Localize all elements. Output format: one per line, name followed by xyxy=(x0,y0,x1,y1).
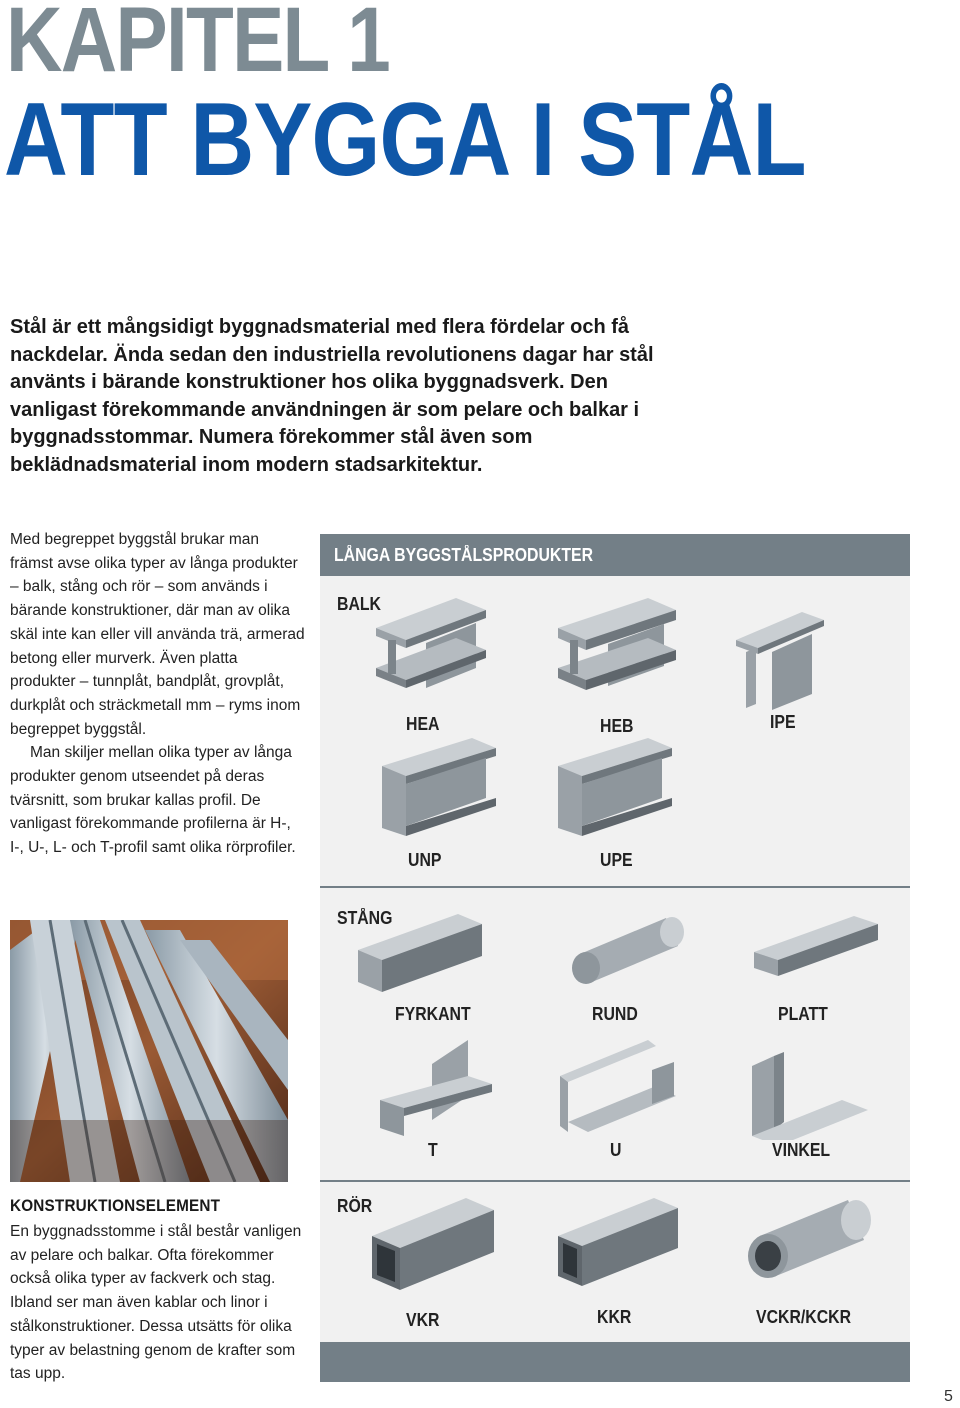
vkr-tube-icon xyxy=(366,1192,500,1296)
konstruktion-text: En byggnadsstomme i stål består vanligen av pelare och balkar. Ofta förekommer också olika typer av fackverk och stag. Ibland ser man även kablar och linor i stålkonstruktioner. Dessa utsätts för olika typer av belastning genom de krafter som tas upp. xyxy=(10,1223,302,1383)
panel-header xyxy=(320,534,910,576)
section-divider xyxy=(320,1180,910,1182)
kkr-tube-icon xyxy=(554,1192,684,1296)
ipe-beam-icon xyxy=(732,604,842,714)
panel-title: LÅNGA BYGGSTÅLSPRODUKTER xyxy=(334,545,594,565)
panel-footer-bar xyxy=(320,1342,910,1382)
heb-label: HEB xyxy=(600,716,634,736)
t-label: T xyxy=(428,1140,438,1160)
fyrkant-label: FYRKANT xyxy=(395,1004,471,1024)
chapter-title: ATT BYGGA I STÅL xyxy=(4,82,806,198)
intro-paragraph: Stål är ett mångsidigt byggnadsmaterial med flera fördelar och få nackdelar. Ända sedan den industriella revolutionens dagar har stål använts i bärande konstruktioner hos olika byggnadsverk. Den vanligast förekommande användningen är som pelare och balkar i byggnadsstommar. Numera förekommer stål även som beklädnadsmaterial inom modern stadsarkitektur. xyxy=(10,316,654,476)
upe-label: UPE xyxy=(600,850,633,870)
body-paragraph-1: Med begreppet byggstål brukar man främst avse olika typer av långa produkter – balk, stång och rör – som används i bärande konstruktioner, där man av olika skäl inte kan eller vill använda trä, armerad betong eller murverk. Även platta produkter – tunnplåt, bandplåt, grovplåt, durkplåt och sträckmetall mm – ryms inom begreppet byggstål. xyxy=(10,531,305,738)
ror-heading: RÖR xyxy=(337,1196,373,1216)
vckr-tube-icon xyxy=(738,1190,874,1296)
u-bar-icon xyxy=(556,1036,680,1140)
vckr-kckr-label: VCKR/KCKR xyxy=(756,1307,852,1327)
upe-beam-icon xyxy=(552,736,678,844)
kkr-label: KKR xyxy=(597,1307,632,1327)
hea-label: HEA xyxy=(406,714,440,734)
stang-heading: STÅNG xyxy=(337,908,393,928)
unp-label: UNP xyxy=(408,850,442,870)
vkr-label: VKR xyxy=(406,1310,440,1330)
ipe-label: IPE xyxy=(770,712,796,732)
hea-beam-icon xyxy=(366,598,496,708)
body-paragraph-2: Man skiljer mellan olika typer av långa produkter genom utseendet på deras tvärsnitt, som brukar kallas profil. De vanligast förekommande profilerna är H-, I-, U-, L- och T-profil samt olika rörprofiler. xyxy=(10,744,296,857)
square-bar-icon xyxy=(354,910,488,994)
platt-label: PLATT xyxy=(778,1004,828,1024)
vinkel-label: VINKEL xyxy=(772,1140,831,1160)
page-number: 5 xyxy=(944,1388,953,1405)
section-divider xyxy=(320,886,910,888)
angle-bar-icon xyxy=(744,1036,872,1140)
balk-heading: BALK xyxy=(337,594,381,614)
chapter-label: KAPITEL 1 xyxy=(6,0,390,91)
heb-beam-icon xyxy=(552,596,682,708)
t-bar-icon xyxy=(376,1036,498,1140)
rund-label: RUND xyxy=(592,1004,638,1024)
body-text xyxy=(10,528,306,860)
round-bar-icon xyxy=(560,910,690,994)
unp-beam-icon xyxy=(376,736,502,844)
steel-beams-photo xyxy=(10,920,288,1182)
flat-bar-icon xyxy=(750,912,880,992)
konstruktion-heading: KONSTRUKTIONSELEMENT xyxy=(10,1196,221,1215)
u-label: U xyxy=(610,1140,622,1160)
